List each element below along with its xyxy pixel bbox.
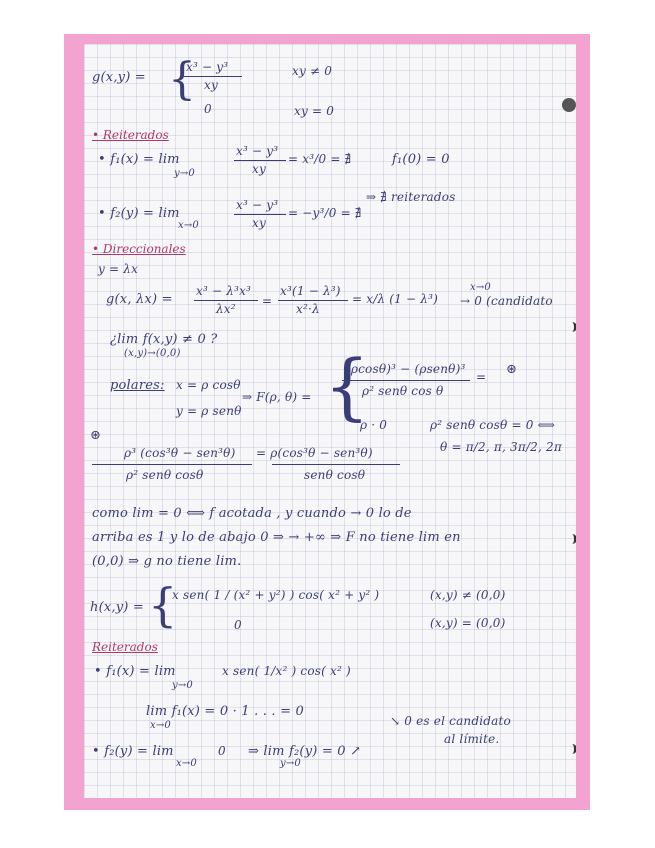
fraction-denominator: ρ² senθ cosθ <box>126 468 204 482</box>
limit-subscript: x→0 <box>150 720 171 731</box>
explanation-text: como lim = 0 ⟺ f acotada , y cuando → 0 lo de <box>92 506 412 521</box>
notebook-sheet <box>64 34 590 810</box>
fraction-denominator: ρ² senθ cos θ <box>362 384 444 398</box>
limit-result: = −y³/0 = ∄ <box>288 206 362 220</box>
circled-star-icon: ⊛ <box>506 362 518 377</box>
condition-text: xy ≠ 0 <box>292 64 333 78</box>
limit-expression: x sen( 1/x² ) cos( x² ) <box>222 664 351 678</box>
condition-text: (x,y) = (0,0) <box>430 616 506 630</box>
fraction-numerator: = ρ(cos³θ − sen³θ) <box>256 446 373 460</box>
binder-ring-icon <box>564 744 576 754</box>
function-name: h(x,y) = <box>90 600 144 615</box>
limit-result: = x³/0 = ∄ <box>288 152 352 166</box>
fraction-bar <box>342 380 470 381</box>
limit-line: • f₂(y) = lim <box>92 744 174 759</box>
condition-text: (x,y) ≠ (0,0) <box>430 588 506 602</box>
candidate-note: ↘ 0 es el candidato <box>390 714 511 728</box>
fraction-bar <box>234 214 286 215</box>
polar-function: ⇒ F(ρ, θ) = <box>242 390 312 404</box>
limit-line: • f₂(y) = lim <box>98 206 180 221</box>
fraction-denominator: xy <box>252 216 266 230</box>
direction-line: y = λx <box>98 262 139 276</box>
limit-line: • f₁(x) = lim <box>94 664 176 679</box>
equals-sign: = <box>476 370 487 384</box>
candidate-text: → 0 (candidato <box>460 294 553 308</box>
fraction-denominator: xy <box>204 78 218 92</box>
condition-text: xy = 0 <box>294 104 335 118</box>
fraction-denominator: senθ cosθ <box>304 468 366 482</box>
equals-sign: = <box>262 294 273 308</box>
limit-line: ⇒ lim f₂(y) = 0 ↗ <box>248 744 362 759</box>
question-line: ¿lim f(x,y) ≠ 0 ? <box>110 332 218 347</box>
limit-value: f₁(0) = 0 <box>392 152 450 167</box>
function-name: g(x,y) = <box>92 70 146 85</box>
direction-substitution: g(x, λx) = <box>106 292 173 307</box>
grid-paper <box>84 44 576 798</box>
fraction-bar <box>272 464 400 465</box>
fraction-numerator: x³(1 − λ³) <box>280 284 341 298</box>
section-heading: • Reiterados <box>92 128 169 142</box>
brace-icon: { <box>148 578 178 632</box>
fraction-denominator: xy <box>252 162 266 176</box>
polar-equation: x = ρ cosθ <box>176 378 241 392</box>
limit-subscript: x→0 <box>176 758 197 769</box>
candidate-note: al límite. <box>444 732 500 746</box>
limit-subscript: x→0 <box>178 220 199 231</box>
fraction-bar <box>194 300 258 301</box>
binder-ring-icon <box>564 322 576 332</box>
fraction-bar <box>234 160 286 161</box>
limit-subscript: y→0 <box>172 680 193 691</box>
explanation-text: (0,0) ⇒ g no tiene lim. <box>92 554 242 569</box>
circled-star-icon: ⊛ <box>90 428 102 443</box>
section-heading: • Direccionales <box>92 242 186 256</box>
piece-value: 0 <box>234 618 242 632</box>
fraction-numerator: x³ − y³ <box>236 198 279 212</box>
limit-value: 0 <box>218 744 226 758</box>
polar-equation: y = ρ senθ <box>176 404 242 418</box>
limit-line: lim f₁(x) = 0 · 1 . . . = 0 <box>146 704 304 719</box>
explanation-text: arriba es 1 y lo de abajo 0 ⇒ → +∞ ⇒ F no tiene lim en <box>92 530 461 545</box>
arrow-label: x→0 <box>470 282 491 293</box>
fraction-numerator: x³ − y³ <box>236 144 279 158</box>
fraction-denominator: x²·λ <box>296 302 320 316</box>
fraction-numerator: (ρcosθ)³ − (ρsenθ)³ <box>346 362 466 376</box>
piece-value: 0 <box>204 102 212 116</box>
condition-text: ρ² senθ cosθ = 0 ⟺ <box>430 418 555 432</box>
piece-value: ρ · 0 <box>360 418 388 432</box>
angle-values: θ = π/2, π, 3π/2, 2π <box>440 440 562 454</box>
limit-subscript: y→0 <box>280 758 301 769</box>
limit-subscript: (x,y)→(0,0) <box>124 348 181 359</box>
section-heading: Reiterados <box>92 640 158 654</box>
limit-line: • f₁(x) = lim <box>98 152 180 167</box>
fraction-numerator: x³ − y³ <box>186 60 229 74</box>
polar-label: polares: <box>110 378 165 393</box>
brace-icon: { <box>168 54 196 105</box>
binder-ring-icon <box>564 534 576 544</box>
conclusion-text: ⇒ ∄ reiterados <box>366 190 456 204</box>
fraction-bar <box>278 300 348 301</box>
binder-hole-icon <box>562 98 576 112</box>
fraction-numerator: ρ³ (cos³θ − sen³θ) <box>124 446 236 460</box>
fraction-bar <box>92 464 252 465</box>
brace-icon: { <box>324 344 370 428</box>
limit-subscript: y→0 <box>174 168 195 179</box>
fraction-numerator: x³ − λ³x³ <box>196 284 252 298</box>
simplified-expression: = x/λ (1 − λ³) <box>352 292 438 306</box>
fraction-denominator: λx² <box>216 302 236 316</box>
piece-expression: x sen( 1 / (x² + y²) ) cos( x² + y² ) <box>172 588 380 602</box>
